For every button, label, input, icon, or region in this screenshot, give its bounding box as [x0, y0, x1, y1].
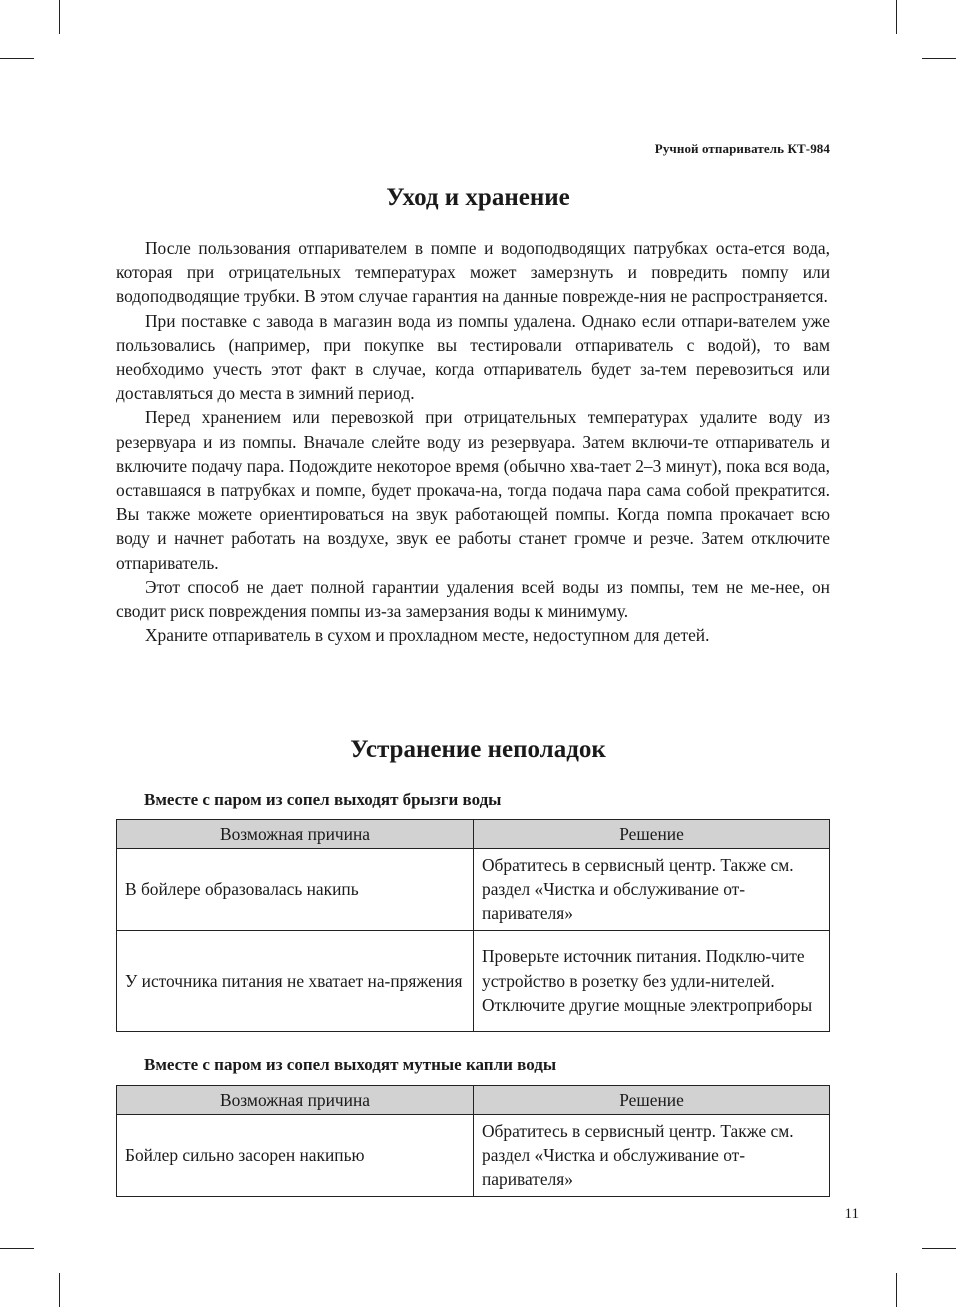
troubleshooting-table — [116, 1085, 830, 1197]
care-paragraph: Перед хранением или перевозкой при отрицательных температурах удалите воду из резервуара и из помпы. Вначале слейте воду из резервуара. Затем включи-те отпариватель и включите подачу пара. Подождите некоторое время (обычно хва-тает 2–3 минут), пока вся вода, оставшаяся в патрубках и помпе, будет прокача-на, тогда подача пара сама собой прекратится. Вы также можете ориентироваться на звук работающей помпы. Когда помпа прокачает всю воду и начнет работать на воздухе, звук ее работы станет громче и резче. Затем отключите отпариватель. — [116, 407, 830, 573]
column-header-solution: Решение — [474, 820, 830, 849]
page-number: 11 — [844, 1206, 859, 1222]
care-paragraph: Храните отпариватель в сухом и прохладном месте, недоступном для детей. — [145, 625, 710, 646]
care-paragraph: После пользования отпаривателем в помпе и водоподводящих патрубках оста-ется вода, которая при отрицательных температурах может замерзнуть и повредить помпу или водоподводящие трубки. В этом случае гарантия на данные поврежде-ния не распространяется. — [116, 238, 830, 307]
cause-cell: Бойлер сильно засорен накипью — [117, 1115, 474, 1197]
table-header-row — [117, 1086, 830, 1115]
solution-cell: Обратитесь в сервисный центр. Также см. раздел «Чистка и обслуживание от-паривателя» — [474, 1115, 830, 1197]
crop-mark — [896, 0, 897, 34]
crop-mark — [59, 0, 60, 34]
care-title: Уход и хранение — [386, 184, 570, 211]
table-row — [117, 1115, 830, 1197]
crop-mark — [0, 58, 34, 59]
table-heading: Вместе с паром из сопел выходят мутные капли воды — [144, 1055, 557, 1074]
cause-cell: В бойлере образовалась накипь — [117, 849, 474, 931]
solution-cell: Проверьте источник питания. Подклю-чите устройство в розетку без удли-нителей. Отключите другие мощные электроприборы — [474, 930, 830, 1031]
running-head: Ручной отпариватель КТ-984 — [654, 141, 830, 156]
crop-mark — [922, 58, 956, 59]
crop-mark — [896, 1273, 897, 1307]
care-paragraph: При поставке с завода в магазин вода из помпы удалена. Однако если отпари-вателем уже пользовались (например, при покупке вы тестировали отпариватель с водой), то вам необходимо учесть этот факт в случае, когда отпариватель будет за-тем перевозиться или доставляться до места в зимний период. — [116, 310, 830, 404]
crop-mark — [59, 1273, 60, 1307]
table-row — [117, 930, 830, 1031]
solution-cell: Обратитесь в сервисный центр. Также см. раздел «Чистка и обслуживание от-паривателя» — [474, 849, 830, 931]
table-header-row — [117, 820, 830, 849]
cause-cell: У источника питания не хватает на-пряжения — [117, 930, 474, 1031]
care-body — [116, 236, 830, 647]
column-header-cause: Возможная причина — [117, 1086, 474, 1115]
crop-mark — [922, 1248, 956, 1249]
crop-mark — [0, 1248, 34, 1249]
column-header-cause: Возможная причина — [117, 820, 474, 849]
care-paragraph: Этот способ не дает полной гарантии удаления всей воды из помпы, тем не ме-нее, он сводит риск повреждения помпы из-за замерзания воды к минимуму. — [116, 576, 830, 622]
troubleshooting-table — [116, 819, 830, 1032]
table-heading: Вместе с паром из сопел выходят брызги воды — [144, 790, 502, 809]
column-header-solution: Решение — [474, 1086, 830, 1115]
troubleshooting-title: Устранение неполадок — [350, 736, 606, 763]
table-row — [117, 849, 830, 931]
